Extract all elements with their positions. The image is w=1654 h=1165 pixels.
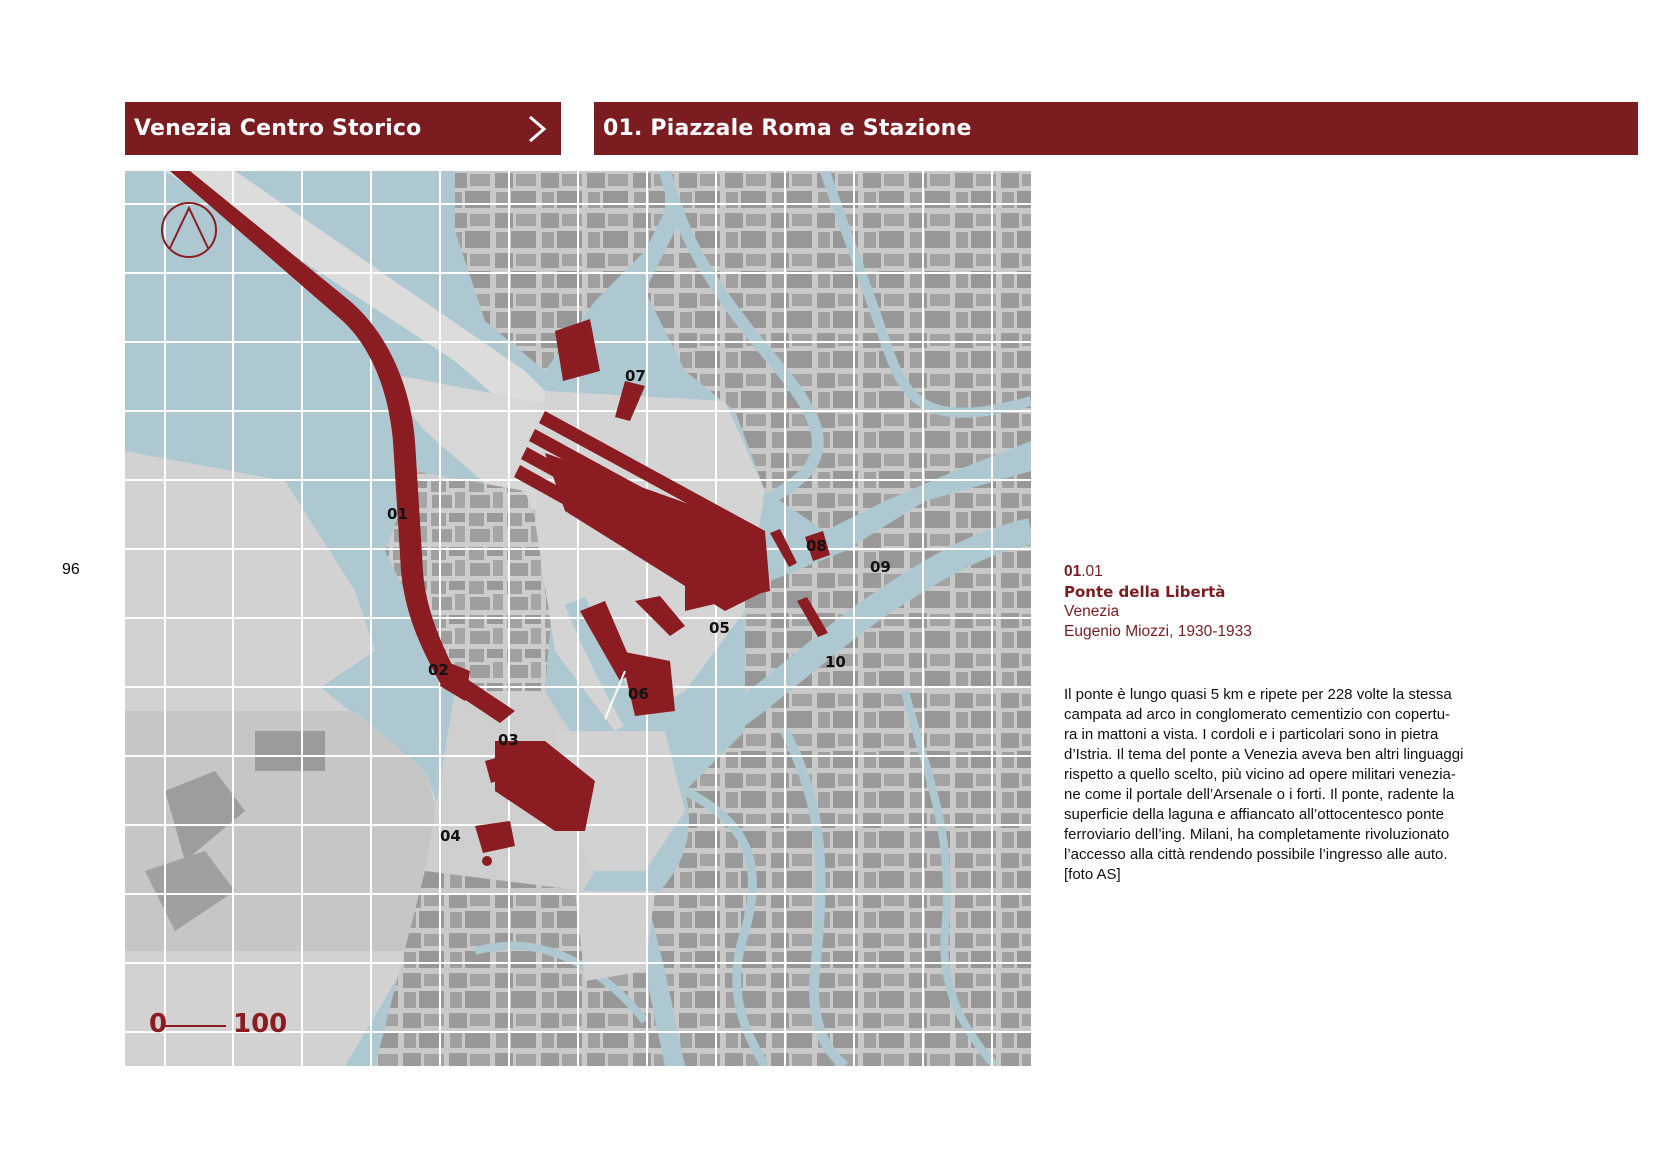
area-title-banner (594, 102, 1638, 155)
entry-title: Ponte della Libertà (1064, 583, 1226, 601)
map-label-10: 10 (825, 653, 846, 671)
description-line: d’Istria. Il tema del ponte a Venezia aveva ben altri linguaggi (1064, 746, 1464, 763)
map-label-05: 05 (709, 619, 730, 637)
map-label-01: 01 (387, 505, 408, 523)
description-line: Il ponte è lungo quasi 5 km e ripete per 228 volte la stessa (1064, 686, 1452, 703)
description-line: ra in mattoni a vista. I cordoli e i particolari sono in pietra (1064, 726, 1439, 743)
map-label-08: 08 (806, 537, 827, 555)
description-line: ferroviario dell’ing. Milani, ha completamente rivoluzionato (1064, 826, 1450, 843)
description-line: campata ad arco in conglomerato cementizio con copertu- (1064, 706, 1451, 723)
entry-code-bold: 01 (1064, 563, 1082, 580)
scale-end: 100 (233, 1009, 288, 1039)
map-label-09: 09 (870, 558, 891, 576)
page-number: 96 (62, 561, 80, 578)
scale-start: 0 (149, 1009, 168, 1039)
map-canvas (125, 171, 1031, 1066)
map-label-02: 02 (428, 661, 449, 679)
site-map (125, 171, 1031, 1066)
entry-description (1064, 685, 1512, 885)
map-label-04: 04 (440, 827, 461, 845)
description-line: [foto AS] (1064, 866, 1121, 883)
entry-code (1064, 562, 1534, 582)
entry-code-rest: .01 (1081, 563, 1103, 580)
area-title: 01. Piazzale Roma e Stazione (603, 116, 972, 141)
section-title: Venezia Centro Storico (134, 116, 422, 141)
entry-caption (1064, 562, 1534, 642)
description-line: superficie della laguna e affiancato all’ottocentesco ponte (1064, 806, 1444, 823)
map-label-07: 07 (625, 367, 646, 385)
description-line: l’accesso alla città rendendo possibile l’ingresso alle auto. (1064, 846, 1448, 863)
entry-place: Venezia (1064, 603, 1120, 620)
map-label-03: 03 (498, 731, 519, 749)
entry-author-dates: Eugenio Miozzi, 1930-1933 (1064, 623, 1252, 640)
description-line: ne come il portale dell’Arsenale o i forti. Il ponte, radente la (1064, 786, 1455, 803)
section-title-banner[interactable] (125, 102, 561, 155)
map-label-06: 06 (628, 685, 649, 703)
description-line: rispetto a quello scelto, più vicino ad opere militari venezia- (1064, 766, 1456, 783)
chevron-right-icon[interactable] (527, 102, 547, 155)
